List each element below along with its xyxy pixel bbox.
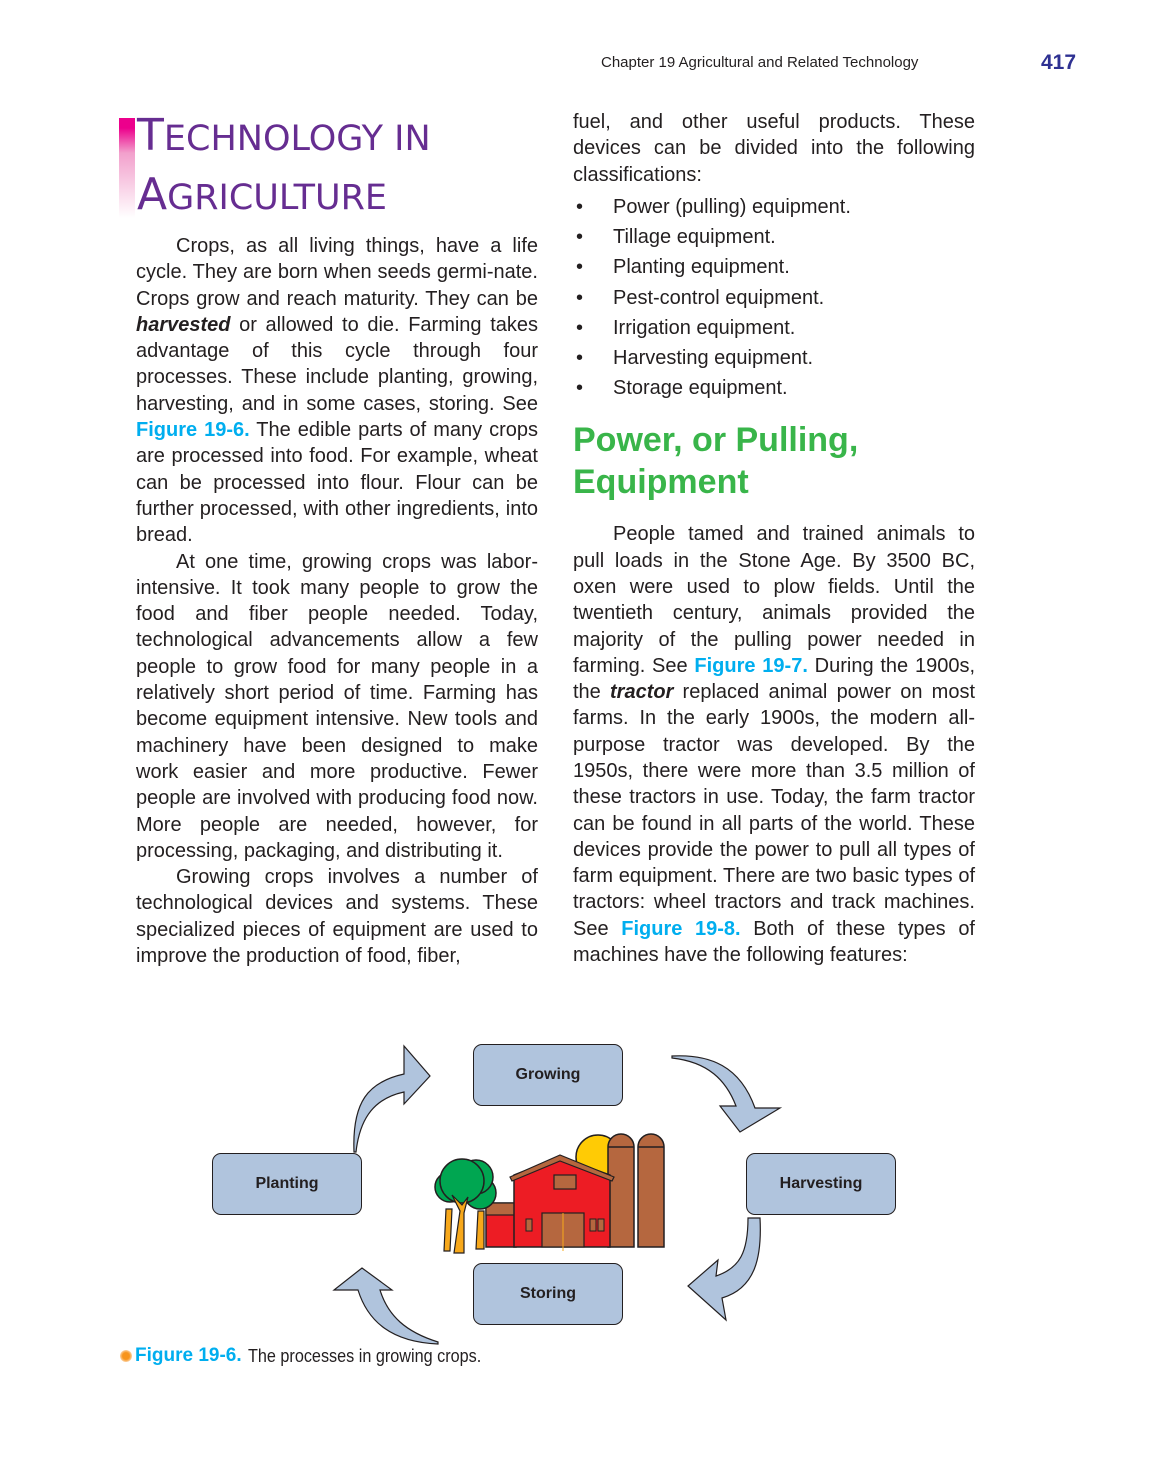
- paragraph-labor-intensive: At one time, growing crops was labor-intensive. It took many people to grow the food and fiber people needed. Today, technological advancements allow a few people to grow food for many people in a relatively short period of time. Farming has become equipment intensive. New tools and machinery have been designed to make work easier and more productive. Fewer people are involved with producing food now. More people are needed, however, for processing, packaging, and distributing it.: [136, 550, 538, 862]
- paragraph-life-cycle: [136, 233, 538, 549]
- silo-icon: [638, 1134, 664, 1247]
- section-heading: Power, or Pulling, Equipment: [573, 421, 859, 502]
- bullet-icon: •: [576, 286, 584, 309]
- text-run: replaced animal power on most farms. In the early 1900s, the modern all-purpose tractor was developed. By the 1950s, there were more than 3.5 million of these tractors in use. Today, the farm tractor can be found in all parts of the world. These devices provide the power to pull all types of farm equipment. There are two basic types of tractors: wheel tractors and track machines. See: [573, 681, 975, 940]
- key-term-harvested: harvested: [136, 313, 231, 336]
- page-number: 417: [1041, 51, 1077, 74]
- figure-caption: [120, 1345, 507, 1367]
- stage-storing: Storing: [473, 1263, 623, 1325]
- caption-label: Figure 19-6.: [135, 1345, 242, 1366]
- list-item-text: Tillage equipment.: [613, 226, 776, 249]
- left-column: [136, 233, 538, 969]
- list-item-text: Irrigation equipment.: [613, 316, 796, 339]
- curved-arrow-icon: [670, 1052, 785, 1134]
- stage-harvesting: Harvesting: [746, 1153, 896, 1215]
- caption-marker-icon: [120, 1350, 132, 1362]
- list-item: [573, 252, 975, 282]
- text-run: People tamed and trained animals to pull loads in the Stone Age. By 3500 BC, oxen were used to plow fields. Until the twentieth century, animals provided the majority of the pulling power needed in farming. See: [573, 523, 975, 677]
- curved-arrow-icon: [686, 1216, 766, 1326]
- list-item: [573, 373, 975, 403]
- title-accent-bar: [119, 118, 135, 218]
- figure-ref-19-8[interactable]: Figure 19-8.: [621, 917, 741, 940]
- list-item: [573, 222, 975, 252]
- text-run: During the 1900s, the: [573, 654, 976, 704]
- text-run: Both of these types of machines have the following features:: [573, 917, 975, 967]
- farm-barn-silos-icon: [430, 1125, 670, 1255]
- title-rest: GRICULTURE: [167, 178, 388, 218]
- paragraph-devices: Growing crops involves a number of technological devices and systems. These specialized pieces of equipment are used to improve the production of food, fiber,: [136, 866, 538, 968]
- bullet-icon: •: [576, 377, 584, 400]
- bullet-icon: •: [576, 256, 584, 279]
- list-item: [573, 313, 975, 343]
- bullet-icon: •: [576, 346, 584, 369]
- stage-planting: Planting: [212, 1153, 362, 1215]
- right-column: [573, 109, 975, 968]
- equipment-classification-list: [573, 192, 975, 403]
- title-rest: ECHNOLOGY IN: [163, 119, 431, 159]
- running-head: Chapter 19 Agricultural and Related Technology: [601, 54, 919, 71]
- list-item: [573, 283, 975, 313]
- list-item-text: Pest-control equipment.: [613, 286, 825, 309]
- title-line-1: [137, 108, 431, 167]
- figure-ref-19-6[interactable]: Figure 19-6.: [136, 419, 250, 442]
- text-run: Crops, as all living things, have a life cycle. They are born when seeds germi-nate. Crops grow and reach maturity. They can be: [136, 235, 538, 310]
- chapter-section-title: [137, 108, 431, 226]
- title-line-2: [137, 167, 431, 226]
- curved-arrow-icon: [328, 1266, 440, 1346]
- list-item: [573, 192, 975, 222]
- list-item-text: Harvesting equipment.: [613, 346, 814, 369]
- list-item-text: Storage equipment.: [613, 377, 788, 400]
- figure-19-6-crop-cycle-diagram: [200, 1030, 920, 1350]
- list-item-text: Power (pulling) equipment.: [613, 195, 851, 218]
- figure-ref-19-7[interactable]: Figure 19-7.: [694, 654, 808, 677]
- list-item: [573, 343, 975, 373]
- text-run: or allowed to die. Farming takes advantage of this cycle through four processes. These include planting, growing, harvesting, and in some cases, storing. See: [136, 313, 538, 415]
- bullet-icon: •: [576, 226, 584, 249]
- title-initial: T: [137, 110, 164, 161]
- stage-growing: Growing: [473, 1044, 623, 1106]
- text-run: The edible parts of many crops are processed into food. For example, wheat can be processed into flour. Flour can be further processed, with other ingredients, into bread.: [136, 419, 538, 547]
- key-term-tractor: tractor: [610, 681, 674, 704]
- bullet-icon: •: [576, 195, 584, 218]
- paragraph-pulling-power: [573, 521, 975, 968]
- paragraph-continued: fuel, and other useful products. These devices can be divided into the following classifications:: [573, 111, 975, 186]
- curved-arrow-icon: [340, 1042, 440, 1154]
- bullet-icon: •: [576, 316, 584, 339]
- caption-text: The processes in growing crops.: [247, 1345, 481, 1366]
- list-item-text: Planting equipment.: [613, 256, 790, 279]
- silo-icon: [608, 1134, 634, 1247]
- title-initial: A: [137, 169, 168, 220]
